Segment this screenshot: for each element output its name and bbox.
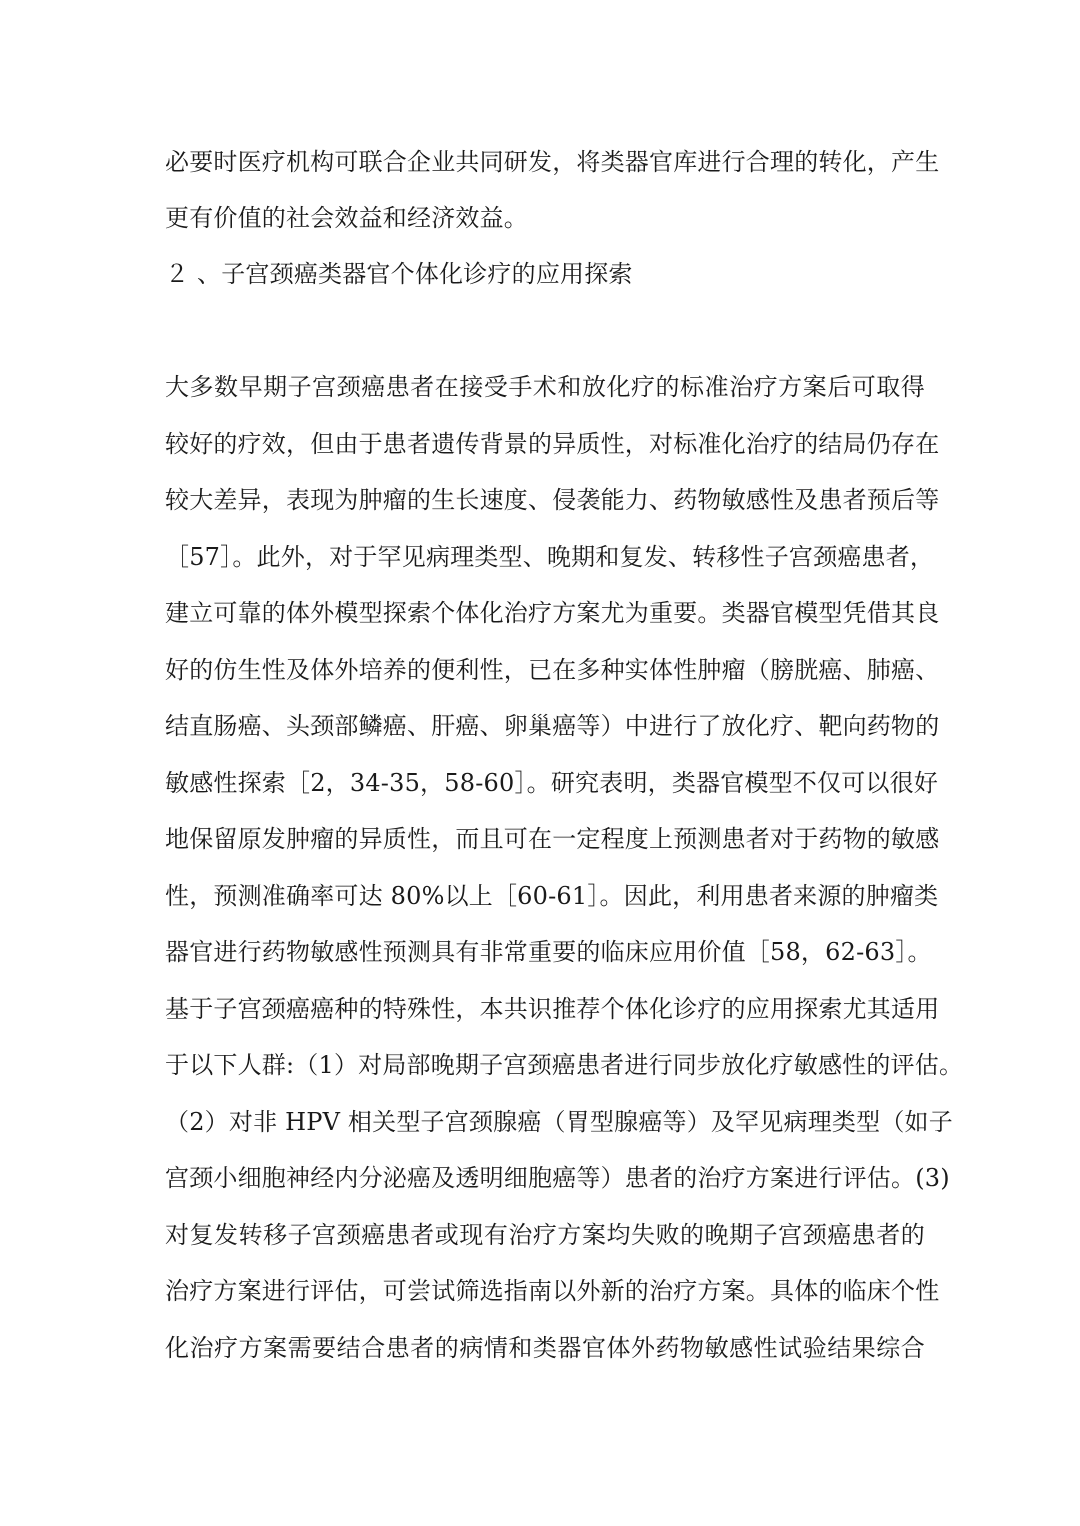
paragraph-line: （2）对非 HPV 相关型子宫颈腺癌（胃型腺癌等）及罕见病理类型（如子 bbox=[165, 1108, 953, 1136]
paragraph-line: 好的仿生性及体外培养的便利性，已在多种实体性肿瘤（膀胱癌、肺癌、 bbox=[165, 656, 940, 684]
section-heading: ２ 、子宫颈癌类器官个体化诊疗的应用探索 bbox=[165, 260, 633, 288]
paragraph-line: 性，预测准确率可达 80%以上［60-61］。因此，利用患者来源的肿瘤类 bbox=[165, 882, 939, 910]
paragraph-line: 器官进行药物敏感性预测具有非常重要的临床应用价值［58，62-63］。 bbox=[165, 938, 932, 966]
paragraph-line: 于以下人群:（1）对局部晚期子宫颈癌患者进行同步放化疗敏感性的评估。 bbox=[165, 1051, 964, 1079]
paragraph-line: 基于子宫颈癌癌种的特殊性，本共识推荐个体化诊疗的应用探索尤其适用 bbox=[165, 995, 940, 1023]
paragraph-line: 对复发转移子宫颈癌患者或现有治疗方案均失败的晚期子宫颈癌患者的 bbox=[165, 1221, 925, 1249]
paragraph-line: 结直肠癌、头颈部鳞癌、肝癌、卵巢癌等）中进行了放化疗、靶向药物的 bbox=[165, 712, 940, 740]
paragraph-line: 地保留原发肿瘤的异质性，而且可在一定程度上预测患者对于药物的敏感 bbox=[165, 825, 940, 853]
paragraph-line: 治疗方案进行评估，可尝试筛选指南以外新的治疗方案。具体的临床个性 bbox=[165, 1277, 940, 1305]
paragraph-line: 宫颈小细胞神经内分泌癌及透明细胞癌等）患者的治疗方案进行评估。(3) bbox=[165, 1164, 950, 1192]
paragraph-line: 较大差异，表现为肿瘤的生长速度、侵袭能力、药物敏感性及患者预后等 bbox=[165, 486, 940, 514]
paragraph-line: 建立可靠的体外模型探索个体化治疗方案尤为重要。类器官模型凭借其良 bbox=[165, 599, 940, 627]
paragraph-line: 大多数早期子宫颈癌患者在接受手术和放化疗的标准治疗方案后可取得 bbox=[165, 373, 925, 401]
paragraph-line: 较好的疗效，但由于患者遗传背景的异质性，对标准化治疗的结局仍存在 bbox=[165, 430, 940, 458]
intro-line: 更有价值的社会效益和经济效益。 bbox=[165, 204, 528, 232]
paragraph-line: ［57］。此外，对于罕见病理类型、晚期和复发、转移性子宫颈癌患者， bbox=[165, 543, 935, 571]
paragraph-line: 敏感性探索［2，34-35，58-60］。研究表明，类器官模型不仅可以很好 bbox=[165, 769, 939, 797]
intro-line: 必要时医疗机构可联合企业共同研发，将类器官库进行合理的转化，产生 bbox=[165, 148, 940, 176]
paragraph-line: 化治疗方案需要结合患者的病情和类器官体外药物敏感性试验结果综合 bbox=[165, 1334, 925, 1362]
